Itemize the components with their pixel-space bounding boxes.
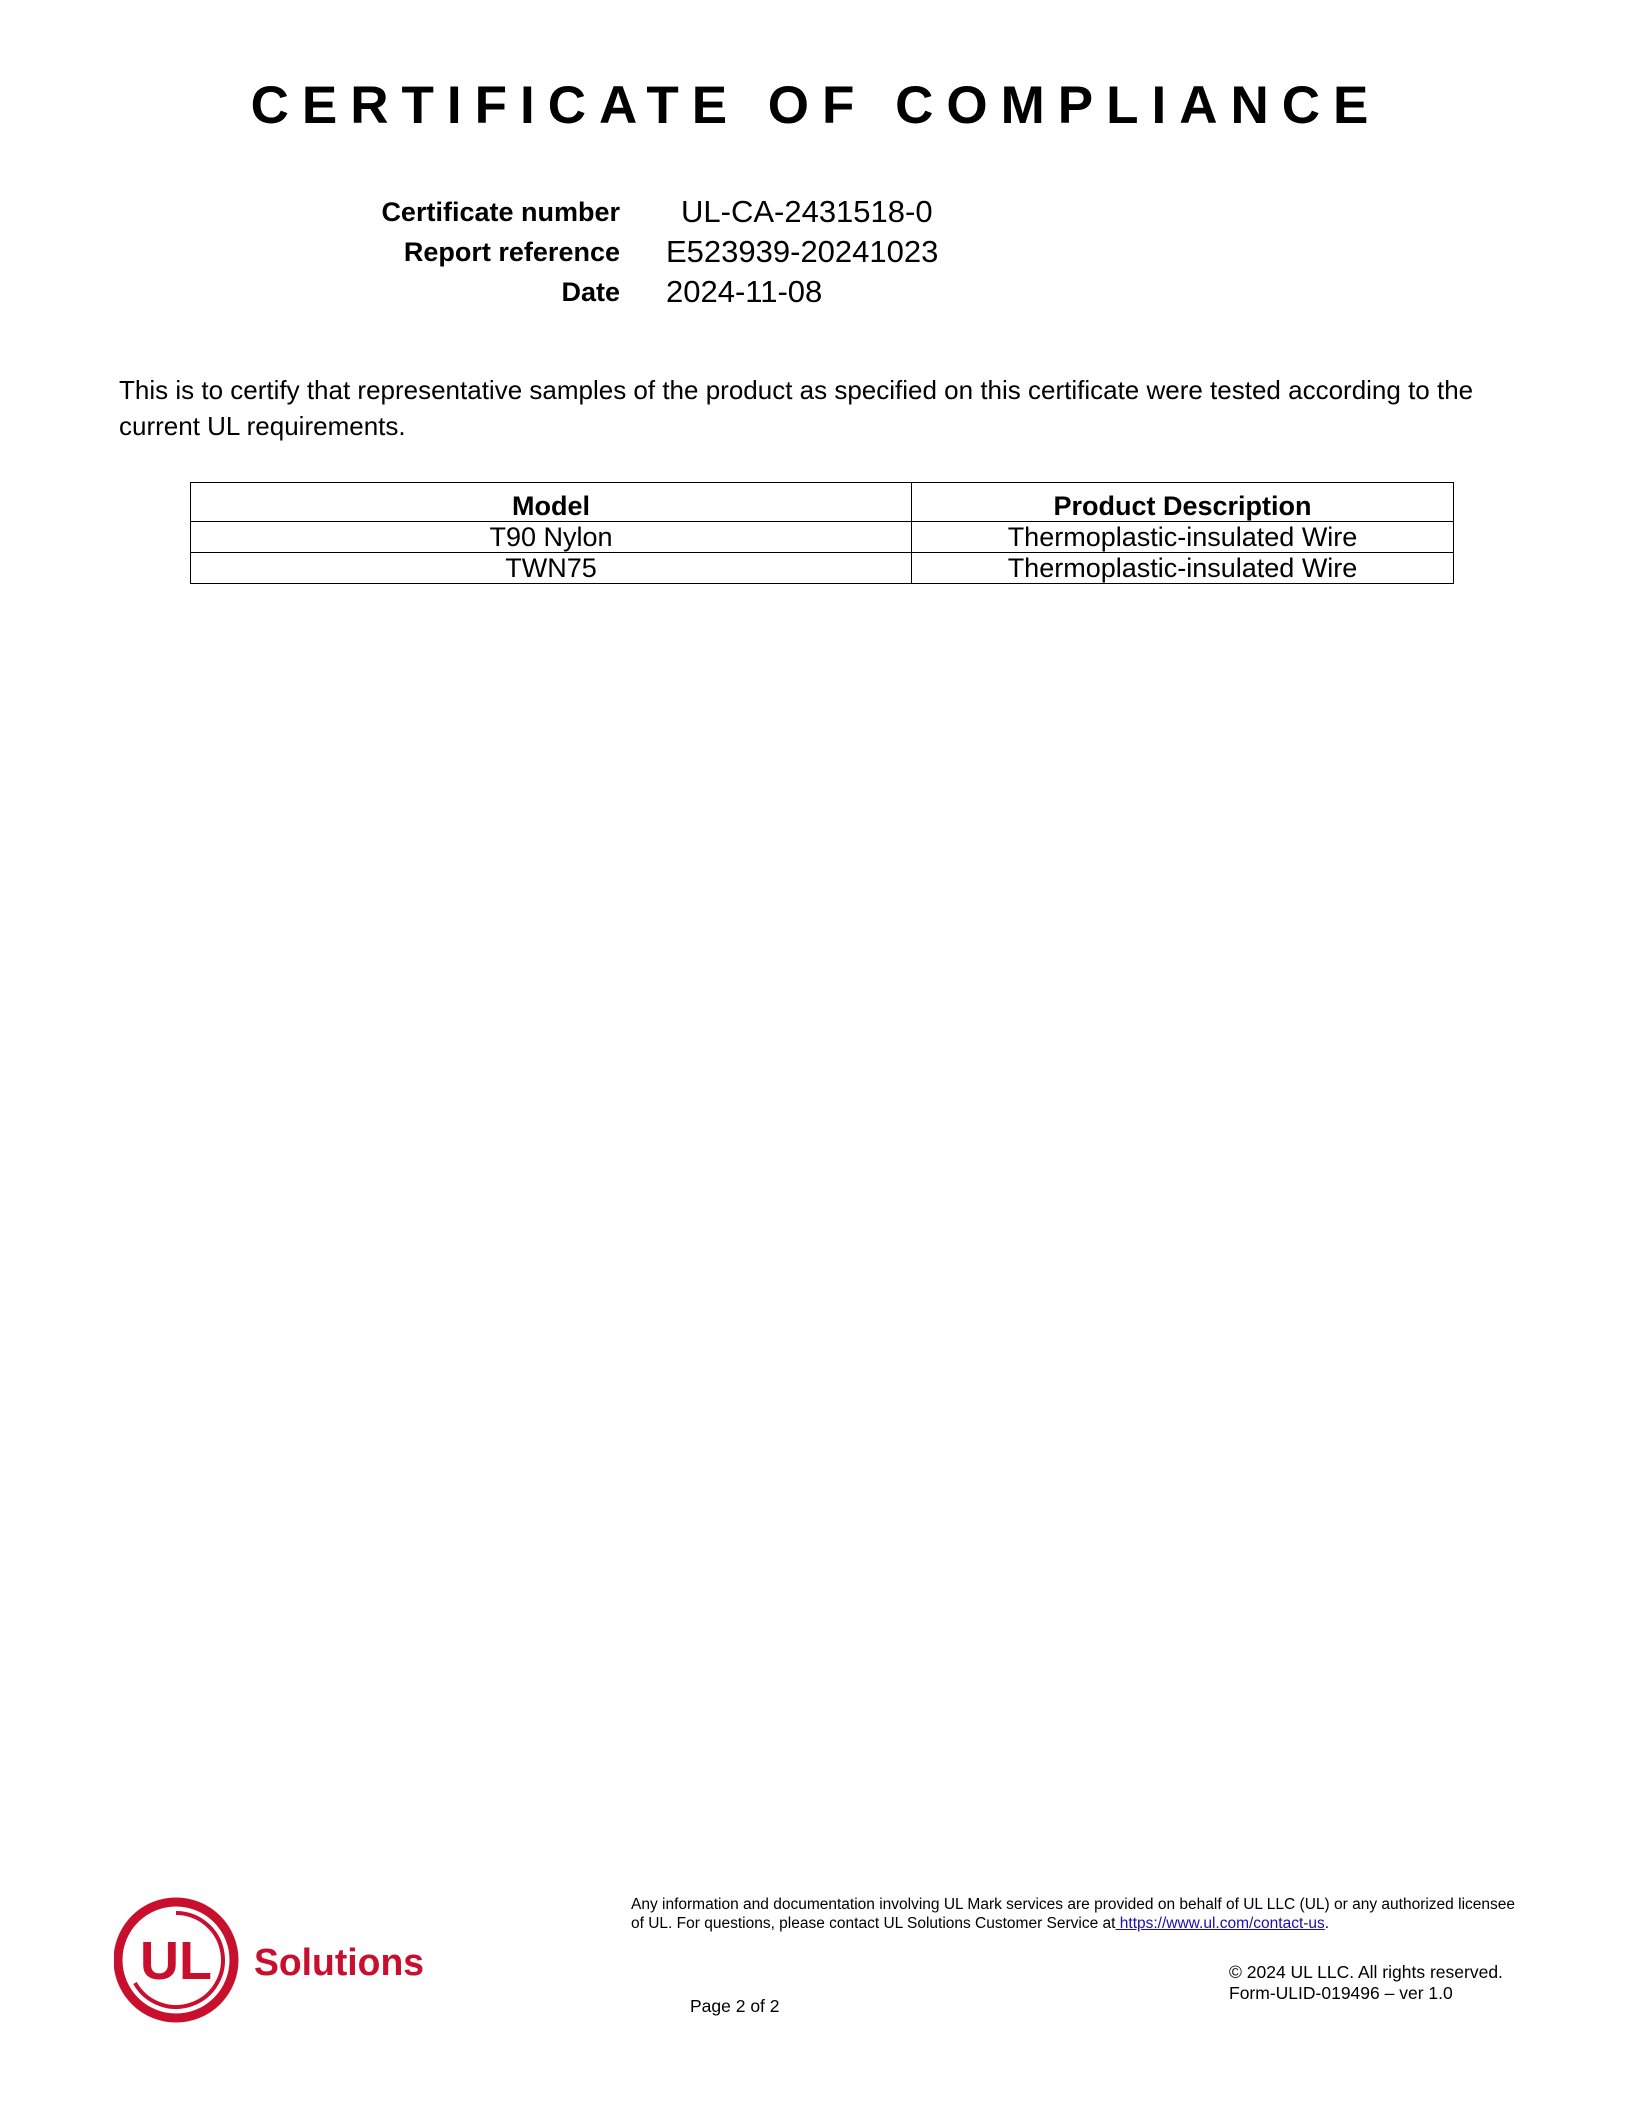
header-model: Model (191, 483, 912, 522)
certificate-title: CERTIFICATE OF COMPLIANCE (250, 76, 1382, 135)
table-header-row (191, 483, 1454, 522)
model-table (190, 482, 1454, 584)
contact-us-link[interactable]: https://www.ul.com/contact-us (1115, 1915, 1325, 1932)
date-label: Date (561, 277, 620, 307)
disclaimer-text: Any information and documentation involving UL Mark services are provided on behalf of UL LLC (UL) or any authorized licensee of UL. For questions, please contact UL Solutions Customer Service at (631, 1896, 1515, 1932)
certification-statement: This is to certify that representative samples of the product as specified on this certificate were tested according to the current UL requirements. (119, 375, 1474, 441)
header-product-description: Product Description (912, 483, 1454, 522)
report-reference-row (0, 232, 1632, 272)
model-cell: TWN75 (191, 553, 912, 584)
ul-solutions-logo (114, 1895, 434, 2025)
description-cell: Thermoplastic-insulated Wire (912, 553, 1454, 584)
report-reference-value: E523939-20241023 (666, 234, 939, 269)
page-number: Page 2 of 2 (690, 1996, 780, 2016)
table-row (191, 522, 1454, 553)
certificate-number-row (0, 192, 1632, 232)
disclaimer-period: . (1324, 1915, 1330, 1932)
logo-ul-mark: UL (140, 1931, 212, 1991)
footer-disclaimer (631, 1895, 1515, 1933)
certificate-number-value: UL-CA-2431518-0 (681, 194, 933, 229)
logo-solutions-word: Solutions (254, 1942, 424, 1984)
copyright-block (1229, 1962, 1503, 2004)
copyright-text: © 2024 UL LLC. All rights reserved. (1229, 1962, 1503, 1982)
report-reference-label: Report reference (403, 237, 620, 267)
description-cell: Thermoplastic-insulated Wire (912, 522, 1454, 553)
date-value: 2024-11-08 (666, 274, 823, 309)
certificate-number-label: Certificate number (381, 197, 620, 227)
table-row (191, 553, 1454, 584)
model-cell: T90 Nylon (191, 522, 912, 553)
date-row (0, 272, 1632, 312)
form-id: Form-ULID-019496 – ver 1.0 (1229, 1983, 1453, 2003)
